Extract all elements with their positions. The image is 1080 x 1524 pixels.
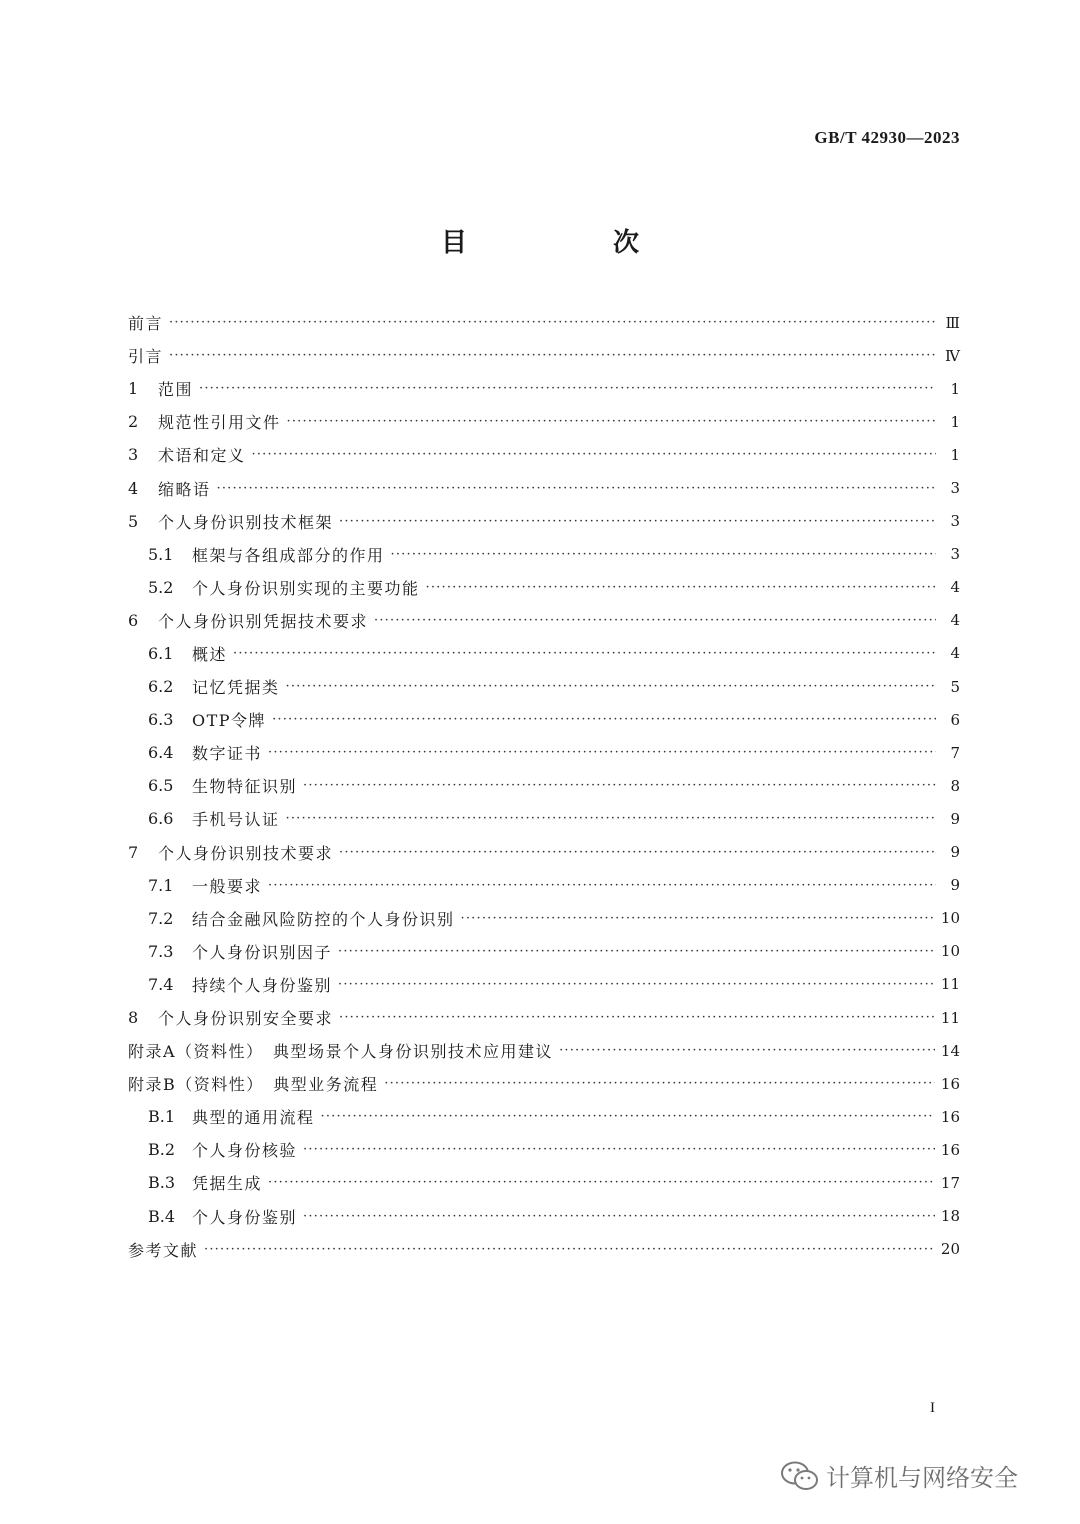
watermark-text: 计算机与网络安全: [826, 1464, 1018, 1492]
toc-entry-page: 10: [940, 942, 960, 961]
table-of-contents: [128, 306, 960, 1266]
toc-entry-number: 6: [128, 610, 139, 630]
toc-entry-page: 4: [950, 611, 960, 630]
toc-entry-page: 16: [940, 1074, 960, 1093]
dot-leader: [461, 911, 935, 926]
toc-entry[interactable]: [128, 571, 960, 604]
dot-leader: [374, 613, 936, 628]
toc-entry-page: 9: [950, 843, 960, 862]
toc-entry-number: B.4: [148, 1206, 176, 1226]
dot-leader: [268, 878, 936, 893]
dot-leader: [169, 348, 936, 363]
dot-leader: [233, 646, 936, 661]
toc-entry-page: Ⅳ: [945, 346, 960, 365]
toc-entry-label: 附录B（资料性） 典型业务流程: [128, 1075, 379, 1095]
toc-entry[interactable]: [128, 604, 960, 637]
dot-leader: [339, 845, 936, 860]
toc-entry[interactable]: [128, 802, 960, 835]
dot-leader: [321, 1109, 935, 1124]
toc-entry-label: 凭据生成: [192, 1174, 263, 1194]
dot-leader: [169, 315, 936, 330]
page-number: I: [930, 1400, 935, 1416]
toc-entry[interactable]: [128, 438, 960, 471]
toc-entry[interactable]: [128, 405, 960, 438]
toc-entry-page: 1: [950, 379, 960, 398]
toc-entry-page: 1: [950, 445, 960, 464]
toc-entry-page: 1: [950, 412, 960, 431]
toc-entry[interactable]: [128, 902, 960, 935]
toc-entry[interactable]: [128, 339, 960, 372]
toc-entry-label: 个人身份识别实现的主要功能: [192, 578, 420, 598]
toc-entry-label: 结合金融风险防控的个人身份识别: [192, 909, 455, 929]
toc-entry[interactable]: [128, 372, 960, 405]
dot-leader: [384, 1076, 935, 1091]
toc-entry-label: 范围: [158, 380, 194, 400]
toc-entry-page: 8: [950, 776, 960, 795]
toc-entry-number: 7.1: [148, 875, 174, 895]
toc-entry[interactable]: [128, 869, 960, 902]
toc-entry-number: 8: [128, 1008, 139, 1028]
toc-entry-number: 7.2: [148, 908, 174, 928]
toc-entry-label: 术语和定义: [158, 446, 246, 466]
toc-entry[interactable]: [128, 670, 960, 703]
dot-leader: [303, 778, 936, 793]
dot-leader: [286, 679, 936, 694]
toc-entry-page: 16: [940, 1140, 960, 1159]
dot-leader: [339, 1010, 935, 1025]
dot-leader: [303, 1142, 935, 1157]
standard-code: GB/T 42930—2023: [814, 128, 960, 147]
toc-entry-number: 3: [128, 445, 139, 465]
toc-entry-label: 框架与各组成部分的作用: [192, 545, 385, 565]
wechat-icon: [780, 1459, 820, 1493]
toc-entry-number: 6.6: [148, 809, 174, 829]
toc-entry[interactable]: [128, 968, 960, 1001]
toc-entry-number: B.2: [148, 1140, 176, 1160]
dot-leader: [559, 1043, 935, 1058]
toc-entry-label: 参考文献: [128, 1240, 199, 1260]
toc-entry-label: 生物特征识别: [192, 777, 298, 797]
toc-entry-label: 引言: [128, 347, 164, 367]
dot-leader: [217, 481, 936, 496]
toc-entry-label: 记忆凭据类: [192, 678, 280, 698]
toc-entry-page: 3: [950, 479, 960, 498]
toc-entry-number: 5.1: [148, 544, 174, 564]
toc-entry[interactable]: [128, 836, 960, 869]
dot-leader: [287, 414, 936, 429]
toc-entry[interactable]: [128, 505, 960, 538]
dot-leader: [426, 580, 936, 595]
toc-entry[interactable]: [128, 1233, 960, 1266]
toc-entry-label: 个人身份识别凭据技术要求: [158, 611, 369, 631]
toc-entry-page: 3: [950, 512, 960, 531]
dot-leader: [286, 811, 936, 826]
toc-entry-label: 附录A（资料性） 典型场景个人身份识别技术应用建议: [128, 1042, 554, 1062]
toc-entry-page: Ⅲ: [945, 313, 960, 332]
toc-entry-label: 个人身份识别安全要求: [158, 1009, 334, 1029]
toc-entry-number: 6.5: [148, 776, 174, 796]
toc-entry-label: 典型的通用流程: [192, 1108, 315, 1128]
toc-entry[interactable]: [128, 935, 960, 968]
dot-leader: [338, 944, 935, 959]
toc-entry[interactable]: [128, 1100, 960, 1133]
toc-entry[interactable]: [128, 736, 960, 769]
toc-entry-number: 7.3: [148, 941, 174, 961]
toc-entry-page: 5: [950, 677, 960, 696]
dot-leader: [204, 1242, 935, 1257]
dot-leader: [391, 547, 936, 562]
toc-entry-page: 20: [940, 1240, 960, 1259]
toc-entry-label: 个人身份识别技术框架: [158, 512, 334, 532]
toc-entry-page: 9: [950, 809, 960, 828]
toc-entry-number: 6.3: [148, 710, 174, 730]
toc-entry[interactable]: [128, 306, 960, 339]
toc-entry-number: 6.4: [148, 743, 174, 763]
toc-entry-page: 18: [940, 1207, 960, 1226]
toc-entry-number: B.3: [148, 1173, 176, 1193]
toc-entry-label: 个人身份识别因子: [192, 942, 333, 962]
toc-entry[interactable]: [128, 1067, 960, 1100]
toc-entry-page: 11: [940, 975, 960, 994]
toc-entry[interactable]: [128, 1166, 960, 1199]
dot-leader: [303, 1209, 935, 1224]
toc-entry[interactable]: [128, 538, 960, 571]
toc-entry-label: 手机号认证: [192, 810, 280, 830]
toc-entry[interactable]: [128, 1001, 960, 1034]
toc-entry[interactable]: [128, 1200, 960, 1233]
toc-entry[interactable]: [128, 1133, 960, 1166]
toc-entry[interactable]: [128, 1034, 960, 1067]
dot-leader: [199, 381, 936, 396]
toc-entry-number: 1: [128, 379, 139, 399]
toc-entry-page: 3: [950, 545, 960, 564]
toc-entry-page: 11: [940, 1008, 960, 1027]
dot-leader: [339, 514, 936, 529]
toc-entry-page: 9: [950, 876, 960, 895]
toc-entry-number: 2: [128, 412, 139, 432]
toc-entry-label: 一般要求: [192, 876, 263, 896]
page-title: 目 次: [440, 228, 699, 258]
toc-entry-label: 持续个人身份鉴别: [192, 975, 333, 995]
toc-entry-label: 缩略语: [158, 479, 211, 499]
toc-entry-page: 4: [950, 644, 960, 663]
toc-entry-label: 数字证书: [192, 744, 263, 764]
toc-entry-number: B.1: [148, 1107, 176, 1127]
toc-entry-label: 前言: [128, 314, 164, 334]
toc-entry[interactable]: [128, 471, 960, 504]
dot-leader: [268, 1175, 935, 1190]
toc-entry-page: 10: [940, 909, 960, 928]
dot-leader: [268, 745, 936, 760]
toc-entry-page: 6: [950, 710, 960, 729]
toc-entry-label: 规范性引用文件: [158, 413, 281, 433]
toc-entry-label: 个人身份核验: [192, 1141, 298, 1161]
toc-entry-number: 6.2: [148, 677, 174, 697]
toc-entry-page: 7: [950, 743, 960, 762]
dot-leader: [272, 712, 936, 727]
toc-entry-number: 7.4: [148, 974, 174, 994]
dot-leader: [338, 977, 935, 992]
toc-entry-label: 个人身份鉴别: [192, 1207, 298, 1227]
toc-entry-page: 4: [950, 578, 960, 597]
toc-entry-label: OTP令牌: [192, 711, 267, 731]
toc-entry[interactable]: [128, 769, 960, 802]
toc-entry-label: 个人身份识别技术要求: [158, 843, 334, 863]
toc-entry-page: 17: [940, 1173, 960, 1192]
dot-leader: [252, 447, 936, 462]
toc-entry-page: 14: [940, 1041, 960, 1060]
toc-entry-number: 4: [128, 478, 139, 498]
toc-entry-number: 6.1: [148, 643, 174, 663]
toc-entry[interactable]: [128, 637, 960, 670]
watermark: [780, 1458, 1018, 1493]
toc-entry[interactable]: [128, 703, 960, 736]
toc-entry-number: 7: [128, 842, 139, 862]
toc-entry-page: 16: [940, 1107, 960, 1126]
toc-entry-label: 概述: [192, 644, 228, 664]
toc-entry-number: 5.2: [148, 577, 174, 597]
toc-entry-number: 5: [128, 511, 139, 531]
